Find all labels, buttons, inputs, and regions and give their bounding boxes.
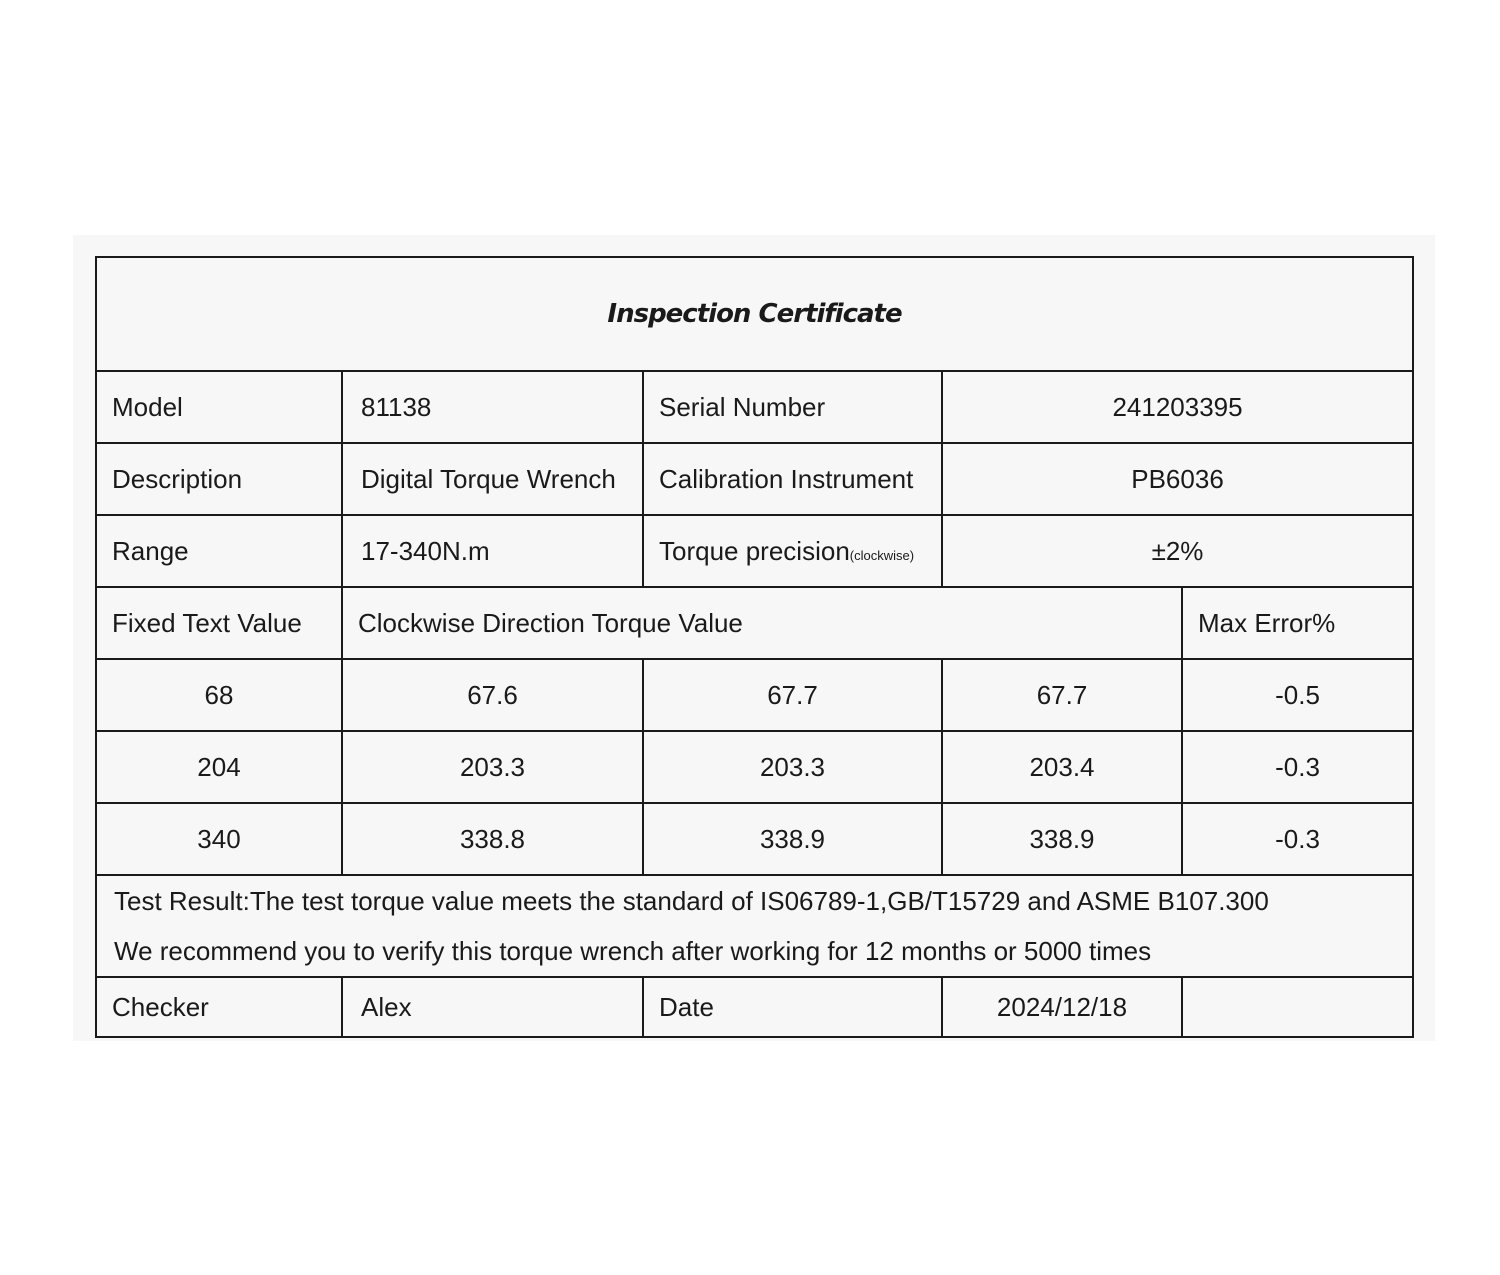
fixed-text-value-header: Fixed Text Value [96, 587, 342, 659]
clockwise-torque-header: Clockwise Direction Torque Value [342, 587, 1182, 659]
description-row [96, 443, 1413, 515]
torque-reading-1: 338.8 [342, 803, 643, 875]
model-row [96, 371, 1413, 443]
model-label: Model [96, 371, 342, 443]
torque-reading-1: 203.3 [342, 731, 643, 803]
serial-number-label: Serial Number [643, 371, 942, 443]
torque-precision-note: (clockwise) [849, 547, 915, 563]
certificate-title: Inspection Certificate [96, 257, 1413, 371]
range-value: 17-340N.m [342, 515, 643, 587]
fixed-value: 204 [96, 731, 342, 803]
title-row [96, 257, 1413, 371]
range-row [96, 515, 1413, 587]
torque-reading-2: 67.7 [643, 659, 942, 731]
test-result-cell [96, 875, 1413, 977]
max-error-value: -0.3 [1182, 731, 1413, 803]
test-result-text: Test Result:The test torque value meets the standard of IS06789-1,GB/T15729 and ASME B107.300 [114, 886, 1269, 916]
range-label: Range [96, 515, 342, 587]
torque-reading-3: 67.7 [942, 659, 1182, 731]
torque-reading-1: 67.6 [342, 659, 643, 731]
fixed-value: 68 [96, 659, 342, 731]
torque-precision-value: ±2% [942, 515, 1413, 587]
max-error-header: Max Error% [1182, 587, 1413, 659]
model-value: 81138 [342, 371, 643, 443]
serial-number-value: 241203395 [942, 371, 1413, 443]
table-row [96, 659, 1413, 731]
checker-value: Alex [342, 977, 643, 1037]
calibration-instrument-label: Calibration Instrument [643, 443, 942, 515]
torque-reading-3: 203.4 [942, 731, 1182, 803]
torque-reading-3: 338.9 [942, 803, 1182, 875]
table-row [96, 803, 1413, 875]
max-error-value: -0.3 [1182, 803, 1413, 875]
fixed-value: 340 [96, 803, 342, 875]
description-value: Digital Torque Wrench [342, 443, 643, 515]
test-result-row [96, 875, 1413, 977]
inspection-certificate-table [95, 256, 1414, 1038]
description-label: Description [96, 443, 342, 515]
empty-cell [1182, 977, 1413, 1037]
torque-reading-2: 203.3 [643, 731, 942, 803]
calibration-instrument-value: PB6036 [942, 443, 1413, 515]
table-row [96, 731, 1413, 803]
torque-precision-label-cell [643, 515, 942, 587]
date-label: Date [643, 977, 942, 1037]
recommendation-text: We recommend you to verify this torque wrench after working for 12 months or 5000 times [114, 936, 1152, 966]
date-value: 2024/12/18 [942, 977, 1182, 1037]
checker-label: Checker [96, 977, 342, 1037]
torque-reading-2: 338.9 [643, 803, 942, 875]
max-error-value: -0.5 [1182, 659, 1413, 731]
torque-precision-label: Torque precision [659, 535, 850, 566]
header-row [96, 587, 1413, 659]
signature-row [96, 977, 1413, 1037]
